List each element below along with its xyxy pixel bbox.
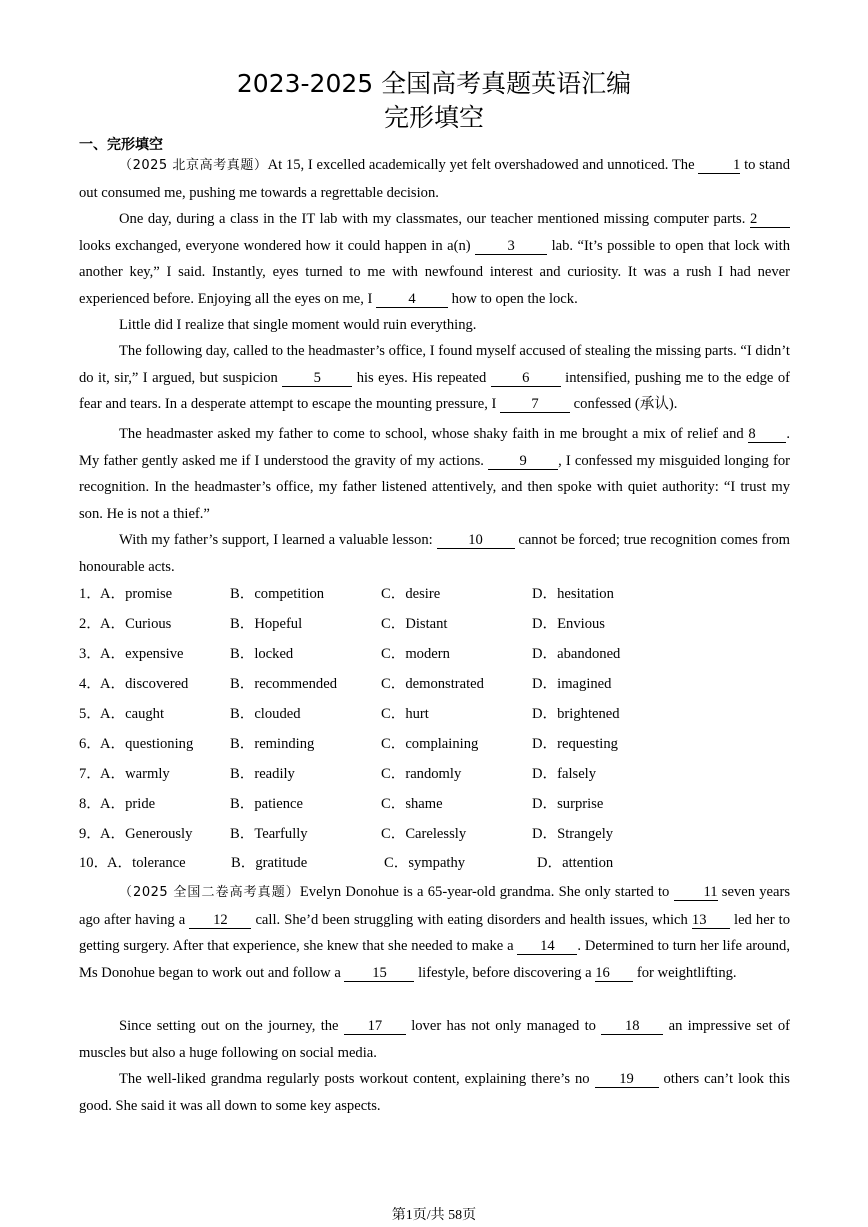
passage1-paragraph-1: （2025 北京高考真题）At 15, I excelled academically yet felt overshadowed and unnoticed. The 1 to stand out consumed me, pushing me towards a regrettable decision. bbox=[79, 157, 790, 201]
option-b: B．competition bbox=[230, 586, 325, 602]
option-b: B．recommended bbox=[230, 676, 337, 692]
option-row bbox=[79, 764, 790, 784]
option-c: C．complaining bbox=[381, 736, 479, 752]
option-row bbox=[79, 704, 790, 724]
option-a: A．caught bbox=[100, 706, 165, 722]
option-a: A．tolerance bbox=[107, 855, 186, 871]
option-row bbox=[79, 734, 790, 754]
option-c: C．Carelessly bbox=[381, 826, 467, 842]
option-a: A．Curious bbox=[100, 616, 172, 632]
option-a: A．promise bbox=[100, 586, 173, 602]
blank-7: 7 bbox=[500, 396, 570, 413]
question-number: 3． bbox=[79, 646, 101, 662]
question-number: 5． bbox=[79, 706, 101, 722]
option-a: A．discovered bbox=[100, 676, 189, 692]
question-number: 2． bbox=[79, 616, 101, 632]
option-b: B．reminding bbox=[230, 736, 315, 752]
question-number: 9． bbox=[79, 826, 101, 842]
option-d: D．hesitation bbox=[532, 586, 614, 602]
option-a: A．pride bbox=[100, 796, 156, 812]
option-d: D．requesting bbox=[532, 736, 618, 752]
option-c: C．desire bbox=[381, 586, 441, 602]
passage1-paragraph-6: With my father’s support, I learned a valuable lesson: 10 cannot be forced; true recognition comes from honourable acts. bbox=[79, 532, 791, 575]
option-row bbox=[79, 824, 790, 844]
option-d: D．Strangely bbox=[532, 826, 614, 842]
page-footer: 第1页/共 58页 bbox=[391, 1208, 477, 1223]
option-a: A．Generously bbox=[100, 826, 193, 842]
blank-16: 16 bbox=[595, 965, 633, 982]
option-c: C．modern bbox=[381, 646, 450, 662]
blank-1: 1 bbox=[698, 157, 740, 174]
option-c: C．randomly bbox=[381, 766, 462, 782]
option-row bbox=[79, 794, 790, 814]
blank-11: 11 bbox=[674, 884, 718, 901]
option-d: D．abandoned bbox=[532, 646, 621, 662]
blank-18: 18 bbox=[601, 1018, 663, 1035]
option-b: B．Hopeful bbox=[230, 616, 303, 632]
option-b: B．patience bbox=[230, 796, 303, 812]
option-row bbox=[79, 674, 790, 694]
blank-4: 4 bbox=[376, 291, 448, 308]
option-row bbox=[79, 584, 790, 604]
passage1-paragraph-3: Little did I realize that single moment would ruin everything. bbox=[119, 317, 477, 333]
passage1-paragraph-2: One day, during a class in the IT lab with my classmates, our teacher mentioned missing computer parts. 2 looks exchanged, everyone wondered how it could happen in a(n) 3 lab. “It’s possible to open that lock with another key,” I said. Instantly, eyes turned to me with newfound interest and curiosity. It was a rush I had never experienced before. Enjoying all the eyes on me, I 4 how to open the lock. bbox=[79, 211, 790, 307]
passage1-paragraph-5: The headmaster asked my father to come to school, whose shaky faith in me brought a mix of relief and 8 . My father gently asked me if I understood the gravity of my actions. 9 , I confessed my misguided longing for recognition. In the headmaster’s office, my father listened attentively, and then spoke with quiet authority: “I trust my son. He is not a thief.” bbox=[79, 426, 790, 522]
option-c: C．Distant bbox=[381, 616, 448, 632]
option-c: C．shame bbox=[381, 796, 443, 812]
passage1-paragraph-4: The following day, called to the headmaster’s office, I found myself accused of stealing the missing parts. “I didn’t do it, sir,” I argued, but suspicion 5 his eyes. His repeated 6 intensified, pushing me to the edge of fear and tears. In a desperate attempt to escape the mounting pressure, I 7 confessed (承认). bbox=[79, 343, 790, 412]
passage2-paragraph-2: Since setting out on the journey, the 17 lover has not only managed to 18 an impressive set of muscles but also a huge following on social media. bbox=[79, 1018, 790, 1061]
blank-3: 3 bbox=[475, 238, 547, 255]
option-c: C．hurt bbox=[381, 706, 429, 722]
document-subtitle: 完形填空 bbox=[383, 103, 484, 132]
option-d: D．Envious bbox=[532, 616, 605, 632]
question-number: 4． bbox=[79, 676, 101, 692]
section-heading: 一、完形填空 bbox=[79, 137, 163, 153]
option-b: B．gratitude bbox=[231, 855, 308, 871]
option-d: D．falsely bbox=[532, 766, 597, 782]
passage2-paragraph-3: The well-liked grandma regularly posts workout content, explaining there’s no 19 others can’t look this good. She said it was all down to some key aspects. bbox=[79, 1071, 790, 1114]
option-row bbox=[79, 853, 790, 873]
option-b: B．readily bbox=[230, 766, 295, 782]
blank-10: 10 bbox=[437, 532, 515, 549]
option-b: B．locked bbox=[230, 646, 294, 662]
option-c: C．demonstrated bbox=[381, 676, 484, 692]
passage2-paragraph-1: （2025 全国二卷高考真题）Evelyn Donohue is a 65-year-old grandma. She only started to 11 seven years ago after having a 12 call. She’d been struggling with eating disorders and health issues, which 13 led her to getting surgery. After that experience, she knew that she needed to make a 14 . Determined to turn her life around, Ms Donohue began to work out and follow a 15 lifestyle, before discovering a 16 for weightlifting. bbox=[79, 884, 790, 981]
source-label: （2025 北京高考真题） bbox=[119, 158, 268, 173]
blank-13: 13 bbox=[692, 912, 730, 929]
blank-8: 8 bbox=[748, 426, 786, 443]
blank-12: 12 bbox=[189, 912, 251, 929]
option-d: D．surprise bbox=[532, 796, 604, 812]
blank-9: 9 bbox=[488, 453, 558, 470]
blank-6: 6 bbox=[491, 370, 561, 387]
blank-19: 19 bbox=[595, 1071, 659, 1088]
option-row bbox=[79, 614, 790, 634]
question-number: 10． bbox=[79, 855, 109, 871]
blank-17: 17 bbox=[344, 1018, 406, 1035]
option-d: D．imagined bbox=[532, 676, 612, 692]
question-number: 8． bbox=[79, 796, 101, 812]
option-d: D．attention bbox=[537, 855, 614, 871]
option-c: C．sympathy bbox=[384, 855, 466, 871]
question-number: 7． bbox=[79, 766, 101, 782]
document-title: 2023-2025 全国高考真题英语汇编 bbox=[236, 69, 632, 98]
blank-15: 15 bbox=[344, 965, 414, 982]
option-row bbox=[79, 644, 790, 664]
option-b: B．Tearfully bbox=[230, 826, 308, 842]
blank-5: 5 bbox=[282, 370, 352, 387]
option-a: A．expensive bbox=[100, 646, 184, 662]
option-a: A．questioning bbox=[100, 736, 194, 752]
option-b: B．clouded bbox=[230, 706, 301, 722]
blank-2: 2 bbox=[750, 211, 790, 228]
source-label: （2025 全国二卷高考真题） bbox=[119, 885, 300, 900]
blank-14: 14 bbox=[517, 938, 577, 955]
question-number: 1． bbox=[79, 586, 101, 602]
option-d: D．brightened bbox=[532, 706, 620, 722]
option-a: A．warmly bbox=[100, 766, 170, 782]
question-number: 6． bbox=[79, 736, 101, 752]
